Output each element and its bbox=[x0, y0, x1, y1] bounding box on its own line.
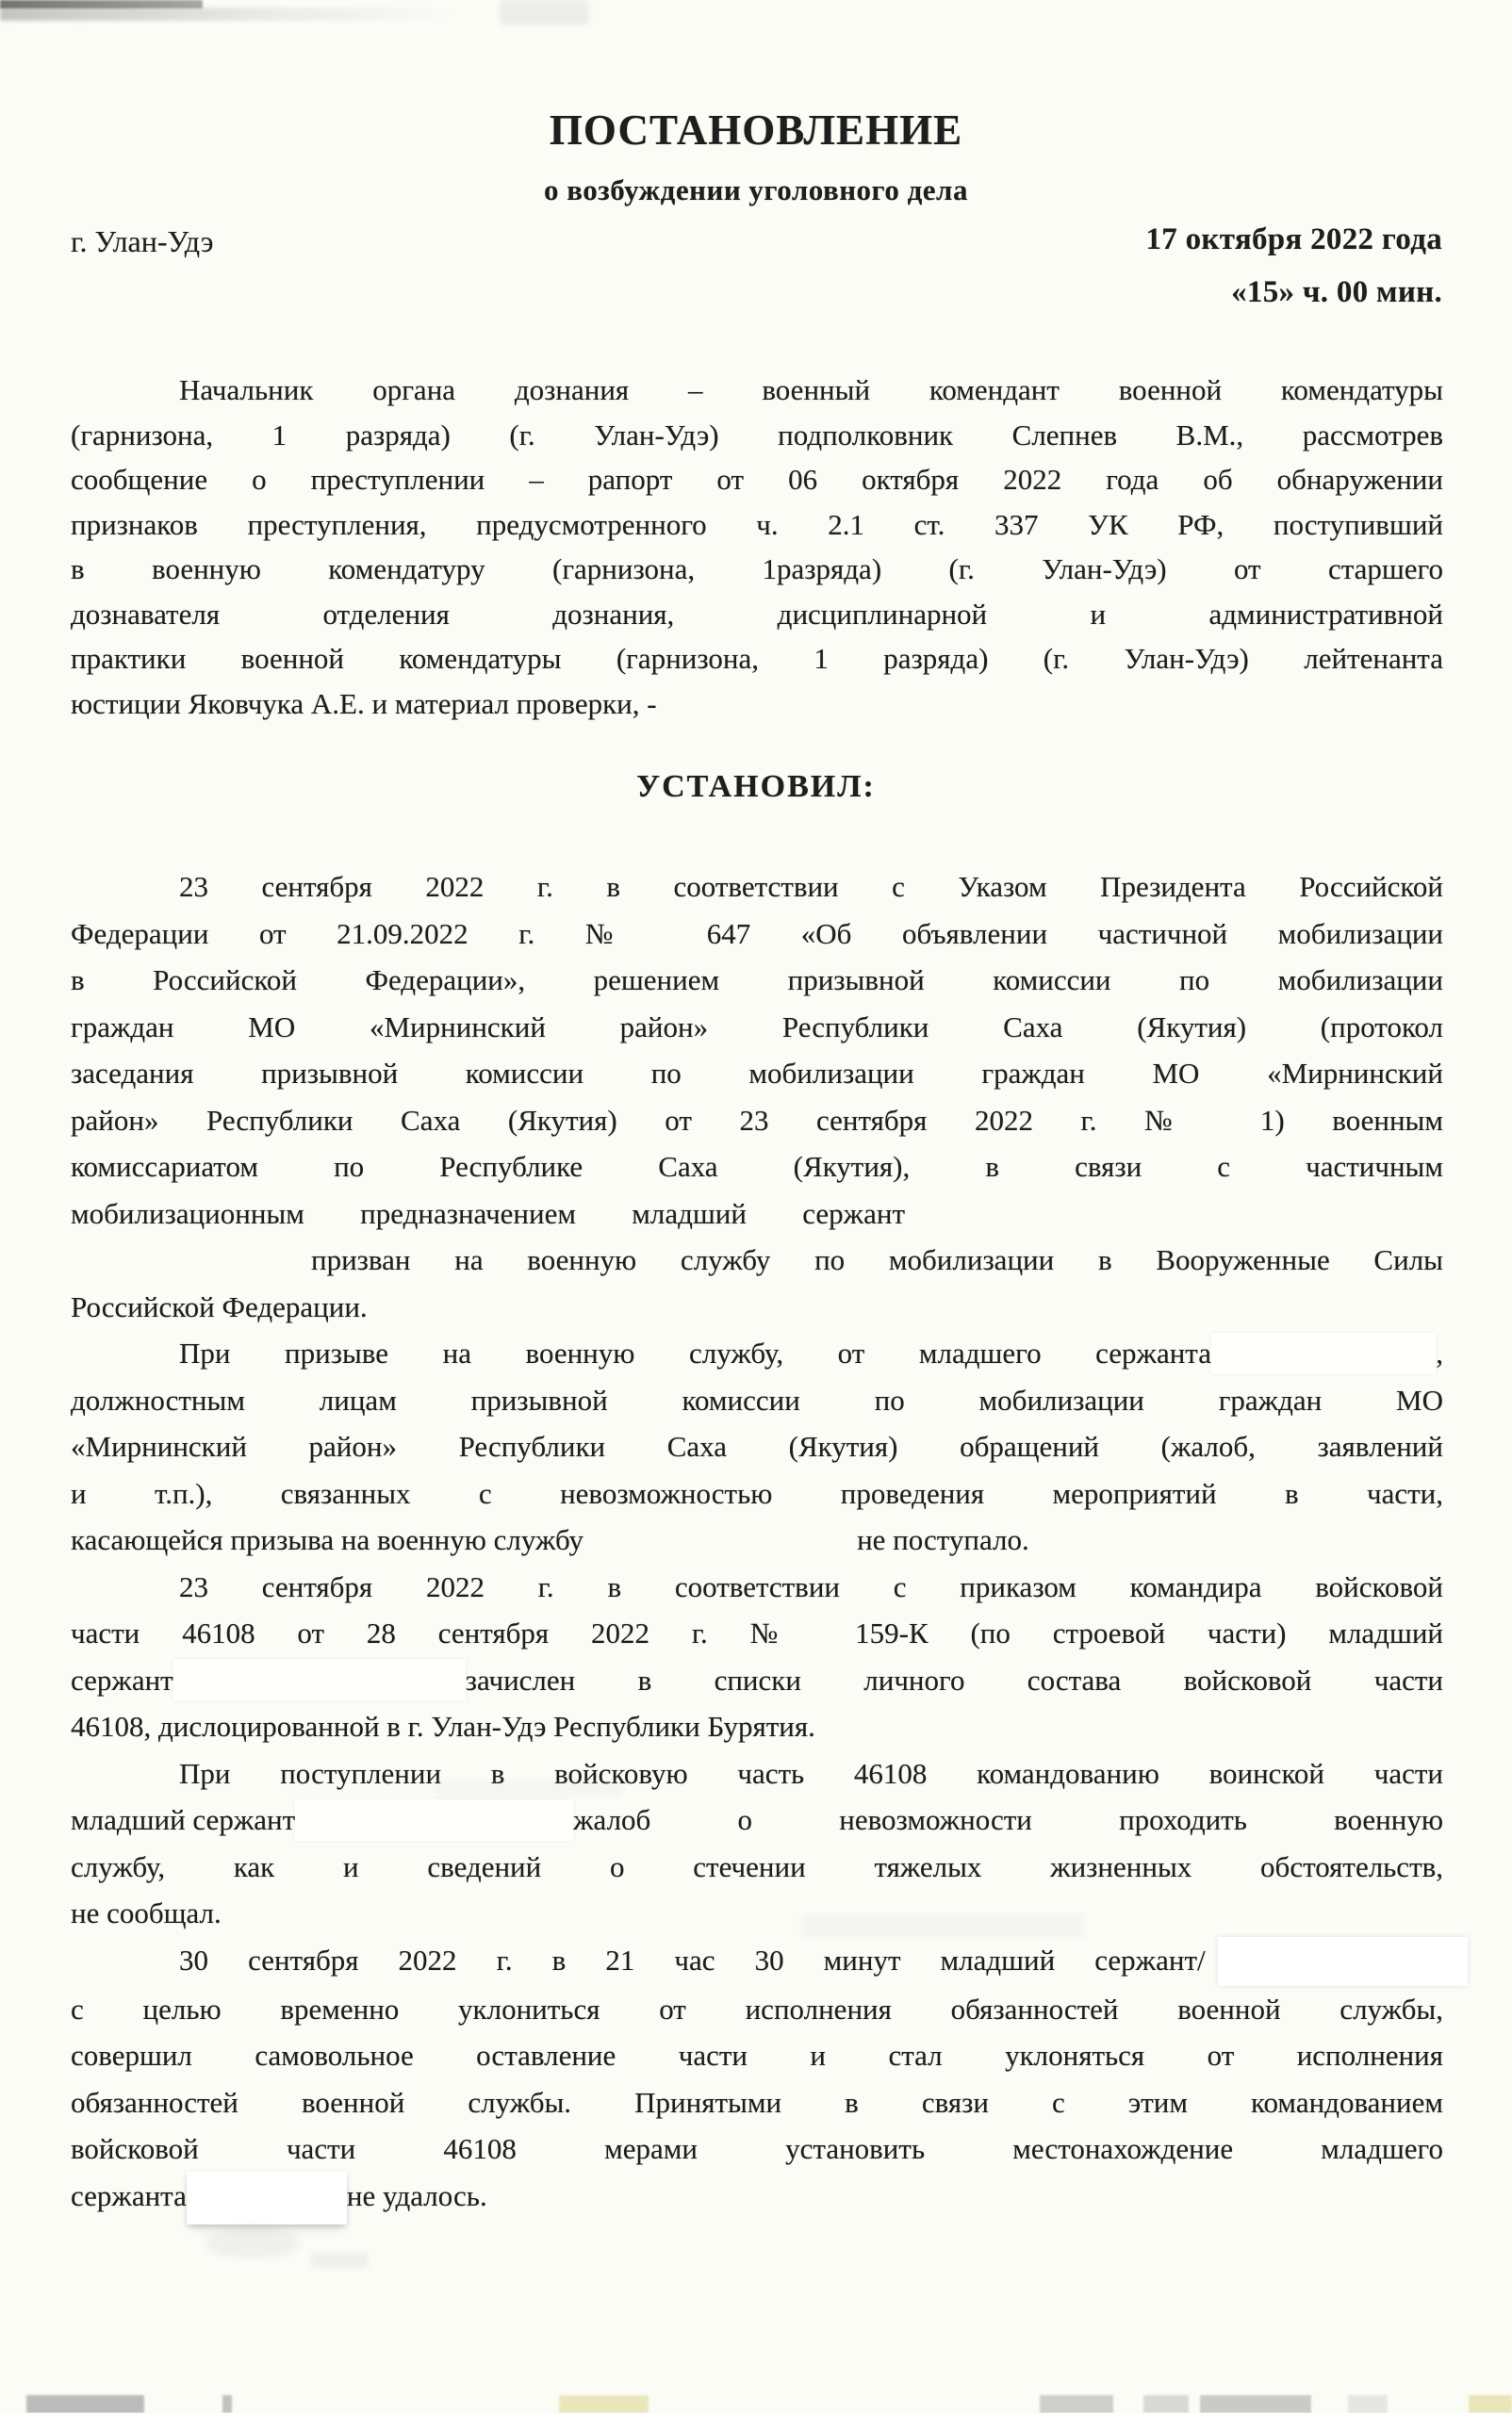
scan-artifact-smudge bbox=[311, 2253, 368, 2268]
text-line bbox=[71, 2173, 1443, 2220]
text-line bbox=[71, 863, 1443, 911]
text-line bbox=[71, 1330, 1443, 1377]
text-segment: 23 сентября 2022 г. в соответствии с приказом командира войсковой bbox=[179, 1569, 1443, 1603]
intro-paragraph bbox=[71, 368, 1443, 726]
text-line bbox=[71, 1004, 1443, 1051]
text-line bbox=[71, 592, 1443, 637]
text-segment: При поступлении в войсковую часть 46108 командованию воинской части bbox=[179, 1756, 1443, 1790]
text-segment: сержанта bbox=[71, 2178, 187, 2212]
text-line bbox=[71, 957, 1443, 1004]
text-segment: «Мирнинский район» Республики Саха (Якутия) обращений (жалоб, заявлений bbox=[71, 1430, 1443, 1463]
text-segment: район» Республики Саха (Якутия) от 23 сентября 2022 г. № 1) военным bbox=[71, 1103, 1443, 1137]
redaction-box bbox=[295, 1799, 573, 1841]
redaction-box bbox=[187, 2172, 347, 2224]
document-date: 17 октября 2022 года bbox=[1145, 222, 1442, 256]
text-segment: Начальник органа дознания – военный комендант военной комендатуры bbox=[179, 373, 1443, 406]
document-place: г. Улан-Удэ bbox=[71, 224, 214, 258]
text-segment: обязанностей военной службы. Принятыми в связи с этим командованием bbox=[71, 2085, 1443, 2119]
text-segment: 46108, дислоцированной в г. Улан-Удэ Республики Бурятия. bbox=[71, 1710, 815, 1743]
text-segment: касающейся призыва на военную службу bbox=[71, 1523, 584, 1556]
scan-artifact-bottom bbox=[26, 2395, 144, 2413]
text-line bbox=[71, 1470, 1443, 1518]
text-line bbox=[71, 1143, 1443, 1190]
text-segment: 30 сентября 2022 г. в 21 час 30 минут младший сержант bbox=[179, 1943, 1197, 1977]
body-text bbox=[71, 863, 1443, 2219]
text-segment: признаков преступления, предусмотренного ч. 2.1 ст. 337 УК РФ, поступивший bbox=[71, 507, 1443, 541]
text-line bbox=[71, 911, 1443, 958]
text-line bbox=[71, 1610, 1443, 1657]
text-segment: При призыве на военную службу, от младшего сержанта bbox=[179, 1337, 1211, 1370]
scan-artifact-bottom bbox=[222, 2395, 232, 2413]
text-segment: совершил самовольное оставление части и стал уклоняться от исполнения bbox=[71, 2039, 1443, 2072]
scan-artifact-bottom bbox=[1348, 2395, 1388, 2413]
scan-artifact-smudge bbox=[205, 2226, 300, 2258]
text-segment: призван на военную службу по мобилизации в Вооруженные Силы bbox=[311, 1243, 1443, 1276]
text-line bbox=[71, 2126, 1443, 2173]
text-line bbox=[71, 1284, 1443, 1331]
text-line bbox=[71, 681, 1443, 727]
document-time: «15» ч. 00 мин. bbox=[1231, 275, 1442, 309]
text-segment: не сообщал. bbox=[71, 1896, 222, 1929]
text-line bbox=[71, 1237, 1443, 1284]
text-segment: с целью временно уклониться от исполнения обязанностей военной службы, bbox=[71, 1992, 1443, 2026]
text-line bbox=[71, 2079, 1443, 2126]
text-segment: не поступало. bbox=[857, 1523, 1029, 1556]
text-segment: , bbox=[1436, 1337, 1443, 1370]
document-subtitle: о возбуждении уголовного дела bbox=[544, 173, 968, 206]
text-segment: юстиции Яковчука А.Е. и материал проверки, - bbox=[71, 686, 657, 720]
text-segment: не удалось. bbox=[346, 2178, 487, 2212]
text-line bbox=[71, 2032, 1443, 2079]
text-segment: зачислен в списки личного состава войсковой части bbox=[465, 1663, 1443, 1697]
text-line bbox=[71, 1190, 1443, 1238]
established-heading: УСТАНОВИЛ: bbox=[636, 769, 876, 804]
text-segment: (гарнизона, 1 разряда) (г. Улан-Удэ) подполковник Слепнев В.М., рассмотрев bbox=[71, 418, 1443, 451]
text-line bbox=[71, 1050, 1443, 1097]
text-segment: сообщение о преступлении – рапорт от 06 октября 2022 года об обнаружении bbox=[71, 463, 1443, 496]
text-line bbox=[71, 502, 1443, 548]
scan-artifact-bottom bbox=[559, 2395, 649, 2413]
text-line bbox=[71, 1844, 1443, 1891]
text-segment: в Российской Федерации», решением призывной комиссии по мобилизации bbox=[71, 963, 1443, 996]
text-line bbox=[71, 1703, 1443, 1750]
text-segment: должностным лицам призывной комиссии по мобилизации граждан МО bbox=[71, 1383, 1443, 1417]
text-segment: сержант bbox=[71, 1663, 173, 1697]
text-segment: практики военной комендатуры (гарнизона, 1 разряда) (г. Улан-Удэ) лейтенанта bbox=[71, 642, 1443, 675]
text-line bbox=[71, 636, 1443, 681]
document-title: ПОСТАНОВЛЕНИЕ bbox=[549, 107, 963, 154]
text-segment: Федерации от 21.09.2022 г. № 647 «Об объявлении частичной мобилизации bbox=[71, 916, 1443, 950]
scan-artifact-bottom bbox=[1469, 2395, 1512, 2413]
text-line bbox=[71, 1937, 1443, 1986]
text-line bbox=[71, 413, 1443, 458]
text-line bbox=[71, 1657, 1443, 1704]
text-segment: граждан МО «Мирнинский район» Республики Саха (Якутия) (протокол bbox=[71, 1010, 1443, 1043]
text-segment: младший сержант bbox=[71, 1803, 296, 1836]
text-line bbox=[71, 1423, 1443, 1470]
text-line bbox=[71, 1986, 1443, 2033]
text-segment: / bbox=[1197, 1943, 1206, 1977]
text-line bbox=[71, 547, 1443, 592]
scan-artifact-bottom bbox=[1143, 2395, 1189, 2413]
text-line bbox=[71, 1564, 1443, 1611]
text-segment: мобилизационным предназначением младший сержант bbox=[71, 1196, 905, 1230]
text-segment: войсковой части 46108 мерами установить местонахождение младшего bbox=[71, 2132, 1443, 2165]
text-segment: в военную комендатуру (гарнизона, 1разряда) (г. Улан-Удэ) от старшего bbox=[71, 552, 1443, 585]
scan-artifact-top bbox=[500, 0, 589, 25]
text-segment: дознавателя отделения дознания, дисциплинарной и административной bbox=[71, 597, 1443, 631]
text-line bbox=[71, 1097, 1443, 1144]
text-segment: комиссариатом по Республике Саха (Якутия), в связи с частичным bbox=[71, 1150, 1443, 1183]
text-segment: Российской Федерации. bbox=[71, 1289, 368, 1323]
text-line bbox=[71, 1890, 1443, 1937]
text-segment: жалоб о невозможности проходить военную bbox=[573, 1803, 1443, 1836]
text-segment: 23 сентября 2022 г. в соответствии с Указом Президента Российской bbox=[179, 870, 1443, 903]
scan-artifact-bottom bbox=[1200, 2395, 1311, 2413]
scan-artifact-bottom bbox=[1040, 2395, 1113, 2413]
text-segment: службу, как и сведений о стечении тяжелых жизненных обстоятельств, bbox=[71, 1849, 1443, 1883]
text-line bbox=[71, 1377, 1443, 1424]
text-segment: части 46108 от 28 сентября 2022 г. № 159-К (по строевой части) младший bbox=[71, 1617, 1443, 1650]
redaction-box bbox=[173, 1659, 466, 1700]
text-line bbox=[71, 1797, 1443, 1844]
redaction-box bbox=[1218, 1937, 1468, 1986]
text-segment: и т.п.), связанных с невозможностью проведения мероприятий в части, bbox=[71, 1476, 1443, 1510]
text-line bbox=[71, 368, 1443, 413]
scan-artifact-top bbox=[0, 0, 203, 8]
scan-artifact-top bbox=[0, 8, 452, 21]
text-line bbox=[71, 1517, 1443, 1564]
text-line bbox=[71, 1750, 1443, 1797]
redaction-box bbox=[1211, 1333, 1436, 1374]
text-line bbox=[71, 457, 1443, 502]
text-segment: заседания призывной комиссии по мобилизации граждан МО «Мирнинский bbox=[71, 1057, 1443, 1090]
